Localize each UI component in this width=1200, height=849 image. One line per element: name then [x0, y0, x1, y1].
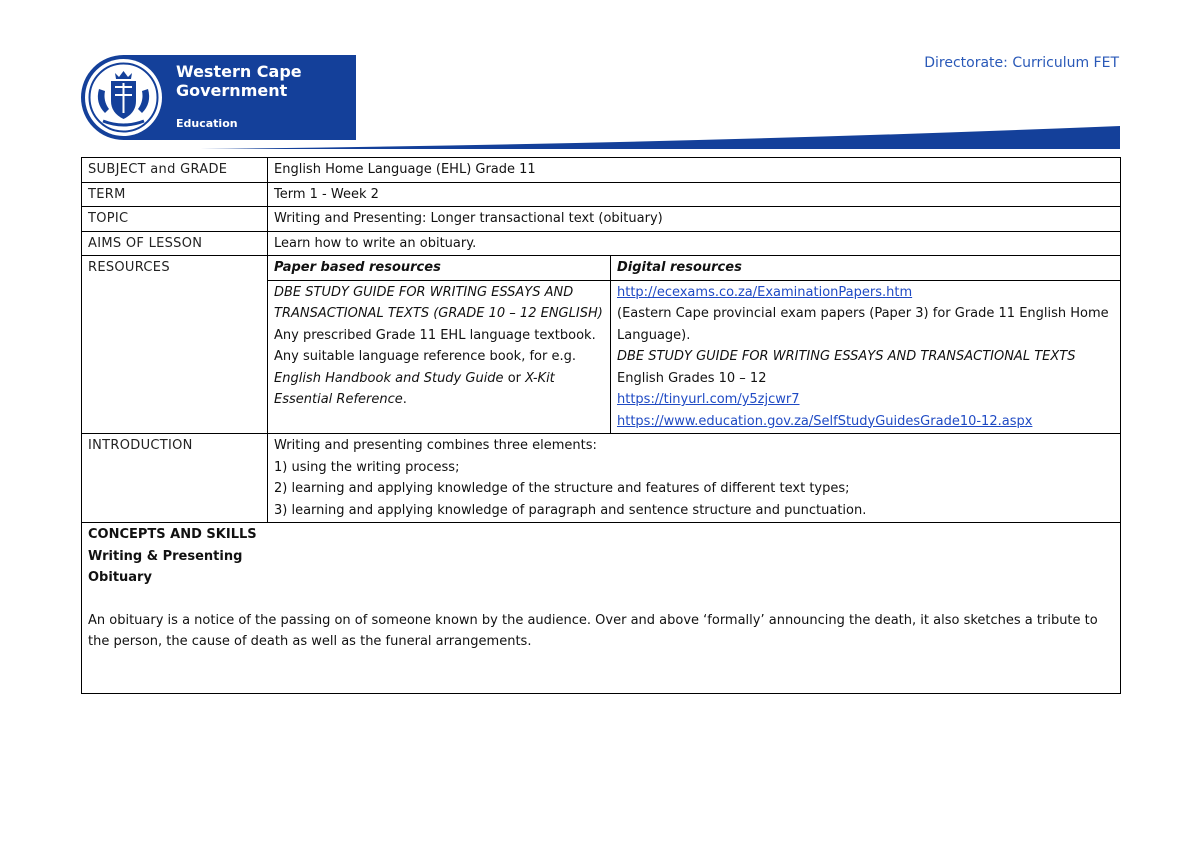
digital-study-guide: DBE STUDY GUIDE FOR WRITING ESSAYS AND TRANSACTIONAL TEXTS — [617, 349, 1076, 364]
intro-line-4: 3) learning and applying knowledge of paragraph and sentence structure and punctuation. — [274, 502, 867, 518]
row-resources-head — [82, 256, 1121, 281]
introduction-label: INTRODUCTION — [82, 434, 268, 523]
coat-of-arms-icon — [85, 59, 162, 136]
paper-textbook: Any prescribed Grade 11 EHL language textbook. — [274, 327, 596, 343]
paper-reference-book — [274, 346, 604, 411]
obituary-definition: An obituary is a notice of the passing on of someone known by the audience. Over and above ‘formally’ announcing the death, it also sketches a tribute to the person, the cause of death as well as the funeral arrangements. — [88, 612, 1098, 649]
directorate-label: Directorate: Curriculum FET — [924, 55, 1119, 71]
intro-line-1: Writing and presenting combines three elements: — [274, 438, 597, 453]
ref-prefix: Any suitable language reference book, for e.g. — [274, 349, 576, 364]
subject-value: English Home Language (EHL) Grade 11 — [268, 158, 1121, 183]
logo-title-line1: Western Cape — [176, 62, 302, 81]
paper-study-guide: DBE STUDY GUIDE FOR WRITING ESSAYS AND TRANSACTIONAL TEXTS (GRADE 10 – 12 ENGLISH) — [274, 284, 603, 321]
subject-label: SUBJECT and GRADE — [82, 158, 268, 183]
logo-subtitle: Education — [176, 117, 238, 130]
resources-label: RESOURCES — [82, 256, 268, 434]
ecexams-description: (Eastern Cape provincial exam papers (Paper 3) for Grade 11 English Home Language). — [617, 306, 1109, 343]
row-concepts — [82, 523, 1121, 694]
row-topic — [82, 207, 1121, 232]
aims-value: Learn how to write an obituary. — [268, 231, 1121, 256]
header-swoosh — [200, 124, 1120, 150]
introduction-cell — [268, 434, 1121, 523]
ref-or: or — [503, 370, 526, 386]
ref-book-handbook: English Handbook and Study Guide — [274, 370, 504, 386]
topic-label: TOPIC — [82, 207, 268, 232]
education-gov-link[interactable]: https://www.education.gov.za/SelfStudyGuidesGrade10-12.aspx — [617, 413, 1033, 429]
digital-grades: English Grades 10 – 12 — [617, 370, 767, 386]
concepts-cell — [82, 523, 1121, 694]
tinyurl-link[interactable]: https://tinyurl.com/y5zjcwr7 — [617, 392, 800, 407]
term-label: TERM — [82, 182, 268, 207]
digital-resources-heading: Digital resources — [611, 256, 1121, 281]
topic-value: Writing and Presenting: Longer transactional text (obituary) — [268, 207, 1121, 232]
row-subject — [82, 158, 1121, 183]
intro-line-3: 2) learning and applying knowledge of the structure and features of different text types; — [274, 481, 850, 496]
concepts-heading: CONCEPTS AND SKILLS — [88, 527, 257, 542]
writing-presenting-heading: Writing & Presenting — [88, 548, 243, 564]
intro-line-2: 1) using the writing process; — [274, 459, 460, 475]
ref-end: . — [402, 392, 407, 407]
term-value: Term 1 - Week 2 — [268, 182, 1121, 207]
digital-resources-cell — [611, 280, 1121, 434]
obituary-heading: Obituary — [88, 570, 152, 585]
row-aims — [82, 231, 1121, 256]
logo-title-line2: Government — [176, 81, 288, 100]
lesson-plan-table — [81, 157, 1121, 694]
paper-resources-heading: Paper based resources — [268, 256, 611, 281]
row-term — [82, 182, 1121, 207]
ref-book-xkit: X-Kit Essential Reference — [274, 370, 555, 407]
ecexams-link[interactable]: http://ecexams.co.za/ExaminationPapers.htm — [617, 284, 913, 300]
row-introduction — [82, 434, 1121, 523]
paper-resources-cell — [268, 280, 611, 434]
aims-label: AIMS OF LESSON — [82, 231, 268, 256]
